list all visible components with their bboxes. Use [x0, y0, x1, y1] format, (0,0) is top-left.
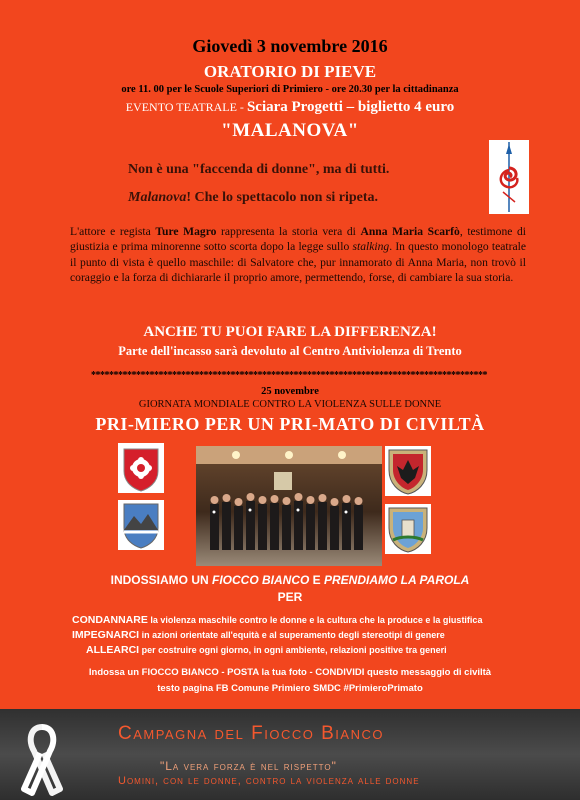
desc-part: , testimone di giustizia e prima minorenne sotto scorta dopo la legge sullo	[70, 225, 526, 254]
crest-mountain-icon	[118, 500, 164, 550]
desc-part: rappresenta la storia vera di	[216, 225, 361, 238]
action-text: la violenza maschile contro le donne e la cultura che la produce e la giustifica	[147, 615, 483, 625]
white-ribbon-icon	[18, 723, 66, 797]
action-condannare	[72, 614, 482, 626]
campaign-motto: "La vera forza è nel rispetto"	[160, 759, 337, 773]
venue: ORATORIO DI PIEVE	[203, 62, 377, 81]
action-allearci	[86, 644, 447, 656]
show-title: "MALANOVA"	[221, 120, 359, 141]
campaign-footer	[0, 709, 580, 800]
pledge-part: INDOSSIAMO UN	[110, 573, 212, 587]
crest-rose-icon	[118, 443, 164, 493]
pledge-line	[0, 573, 580, 587]
pledge-part: E	[309, 573, 324, 587]
crest-eagle-icon	[385, 446, 431, 496]
actor-name: Ture Magro	[155, 225, 217, 238]
campaign-tagline: Uomini, con le donne, contro la violenza alle donne	[118, 775, 420, 787]
star-separator: ****************************************************************************************	[91, 370, 487, 381]
event-prefix: EVENTO TEATRALE -	[125, 100, 247, 114]
quote-title: Malanova	[128, 190, 187, 205]
campaign-name: Campagna del Fiocco Bianco	[118, 723, 384, 744]
desc-part: . In questo monologo teatrale il punto di vista è quello maschile: di Salvatore che, pur innamorato di Anna Maria, non trovò il coraggio e la forza di dichiararle il proprio amore, permettendo, forse, di cambiare la sua storia.	[70, 240, 526, 285]
event-main: Sciara Progetti – biglietto 4 euro	[246, 99, 455, 115]
share-instructions: Indossa un FIOCCO BIANCO - POSTA la tua foto - CONDIVIDI questo messaggio di civiltà	[88, 667, 492, 678]
day-date: 25 novembre	[261, 386, 319, 397]
cta-sub: Parte dell'incasso sarà devoluto al Centro Antiviolenza di Trento	[118, 344, 462, 358]
quote-line-2	[128, 190, 378, 206]
action-text: per costruire ogni giorno, in ogni ambiente, relazioni positive tra generi	[139, 645, 447, 655]
action-text: in azioni orientate all'equità e al superamento degli stereotipi di genere	[139, 630, 445, 640]
quote-rest: ! Che lo spettacolo non si ripeta.	[186, 190, 379, 205]
group-photo	[196, 446, 382, 566]
action-key: CONDANNARE	[72, 614, 148, 626]
day-name: GIORNATA MONDIALE CONTRO LA VIOLENZA SULLE DONNE	[138, 399, 442, 410]
desc-term: stalking	[352, 240, 390, 254]
pledge-per: PER	[277, 590, 303, 604]
theatre-logo-icon	[489, 140, 529, 214]
quote-line-1: Non è una "faccenda di donne", ma di tutti.	[128, 162, 390, 177]
pledge-speak: PRENDIAMO LA PAROLA	[324, 573, 470, 587]
desc-part: L'attore e regista	[70, 225, 156, 238]
day-slogan: PRI-MIERO PER UN PRI-MATO DI CIVILTÀ	[95, 414, 485, 434]
cta-headline: ANCHE TU PUOI FARE LA DIFFERENZA!	[143, 324, 437, 340]
event-date: Giovedì 3 novembre 2016	[192, 36, 388, 56]
share-hashtag: testo pagina FB Comune Primiero SMDC #PrimieroPrimato	[157, 683, 423, 694]
victim-name: Anna Maria Scarfò	[360, 225, 460, 238]
show-description	[70, 224, 526, 286]
pledge-ribbon: FIOCCO BIANCO	[211, 573, 310, 587]
crest-tower-icon	[385, 504, 431, 554]
action-impegnarci	[72, 629, 445, 641]
action-key: ALLEARCI	[86, 644, 140, 656]
event-type	[0, 99, 580, 116]
event-times: ore 11. 00 per le Scuole Superiori di Primiero - ore 20.30 per la cittadinanza	[121, 84, 459, 95]
action-key: IMPEGNARCI	[72, 629, 140, 641]
